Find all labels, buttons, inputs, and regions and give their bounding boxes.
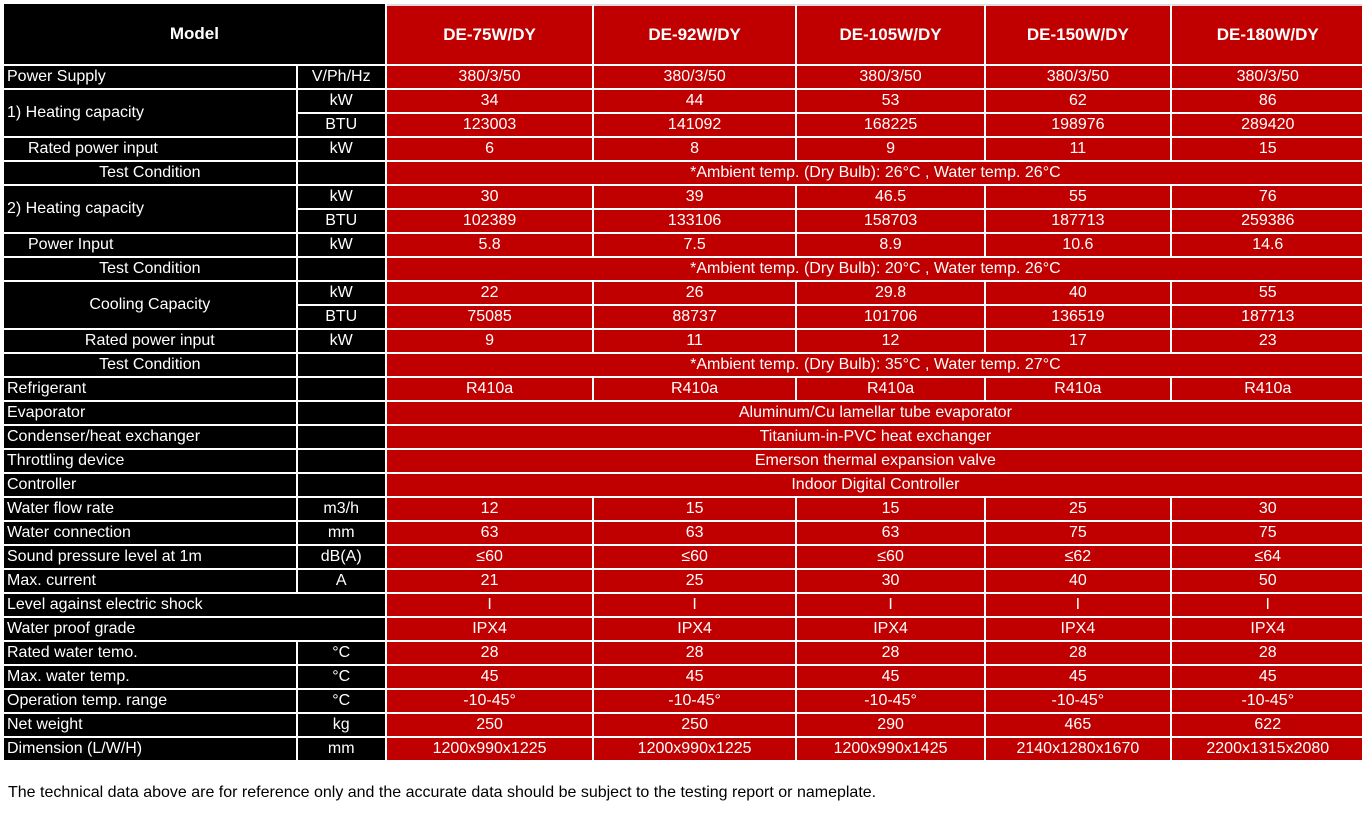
row-label: Rated power input: [4, 330, 298, 354]
header-row: [4, 4, 1362, 66]
row-value: 75: [1172, 522, 1362, 546]
row-unit: kW: [298, 138, 387, 162]
row-label: Cooling Capacity: [4, 282, 298, 330]
row-value: 123003: [387, 114, 595, 138]
row-value: 290: [797, 714, 986, 738]
spec-row: [4, 450, 1362, 474]
row-value: 28: [594, 642, 797, 666]
row-value: 45: [594, 666, 797, 690]
row-value: 53: [797, 90, 986, 114]
row-value: ≤64: [1172, 546, 1362, 570]
row-value: 50: [1172, 570, 1362, 594]
row-value: 63: [594, 522, 797, 546]
row-value: 141092: [594, 114, 797, 138]
row-label: Throttling device: [4, 450, 298, 474]
row-unit: BTU: [298, 306, 387, 330]
row-value: R410a: [1172, 378, 1362, 402]
row-label: Net weight: [4, 714, 298, 738]
row-label: Level against electric shock: [4, 594, 387, 618]
row-value: 168225: [797, 114, 986, 138]
row-value: 28: [387, 642, 595, 666]
row-unit: BTU: [298, 114, 387, 138]
spec-row: [4, 426, 1362, 450]
row-unit: [298, 426, 387, 450]
row-value: IPX4: [986, 618, 1171, 642]
row-value: 622: [1172, 714, 1362, 738]
row-value: 136519: [986, 306, 1171, 330]
row-value: 45: [797, 666, 986, 690]
row-value: 1200x990x1225: [594, 738, 797, 762]
row-label: Water flow rate: [4, 498, 298, 522]
spec-row: [4, 498, 1362, 522]
row-unit: [298, 402, 387, 426]
row-value: 250: [387, 714, 595, 738]
spec-row: [4, 186, 1362, 210]
row-value: -10-45°: [986, 690, 1171, 714]
row-value: I: [387, 594, 595, 618]
spec-row: [4, 234, 1362, 258]
spec-row: [4, 714, 1362, 738]
row-value: ≤62: [986, 546, 1171, 570]
row-unit: kW: [298, 330, 387, 354]
row-value: 133106: [594, 210, 797, 234]
model-name: DE-92W/DY: [594, 4, 797, 66]
row-value: 75085: [387, 306, 595, 330]
row-value: 30: [797, 570, 986, 594]
spec-row: [4, 282, 1362, 306]
row-value: 101706: [797, 306, 986, 330]
row-value: 250: [594, 714, 797, 738]
row-value: 23: [1172, 330, 1362, 354]
row-value: 465: [986, 714, 1171, 738]
row-value: 15: [797, 498, 986, 522]
spec-row: [4, 666, 1362, 690]
row-span-value: *Ambient temp. (Dry Bulb): 26°C , Water temp. 26°C: [387, 162, 1362, 186]
row-value: R410a: [797, 378, 986, 402]
row-label: Dimension (L/W/H): [4, 738, 298, 762]
row-value: IPX4: [594, 618, 797, 642]
row-value: 2200x1315x2080: [1172, 738, 1362, 762]
row-value: 62: [986, 90, 1171, 114]
row-unit: m3/h: [298, 498, 387, 522]
row-value: 22: [387, 282, 595, 306]
model-name: DE-75W/DY: [387, 4, 595, 66]
row-unit: V/Ph/Hz: [298, 66, 387, 90]
row-label: Evaporator: [4, 402, 298, 426]
row-value: 28: [986, 642, 1171, 666]
spec-row: [4, 162, 1362, 186]
row-label: Rated power input: [4, 138, 298, 162]
row-unit: °C: [298, 642, 387, 666]
row-value: 10.6: [986, 234, 1171, 258]
row-value: 380/3/50: [797, 66, 986, 90]
row-value: 40: [986, 570, 1171, 594]
row-value: 380/3/50: [387, 66, 595, 90]
row-value: 44: [594, 90, 797, 114]
row-value: 21: [387, 570, 595, 594]
row-value: 17: [986, 330, 1171, 354]
row-value: R410a: [387, 378, 595, 402]
spec-row: [4, 66, 1362, 90]
row-value: ≤60: [594, 546, 797, 570]
model-name: DE-105W/DY: [797, 4, 986, 66]
row-value: 1200x990x1225: [387, 738, 595, 762]
row-value: 380/3/50: [594, 66, 797, 90]
row-value: I: [797, 594, 986, 618]
row-value: IPX4: [387, 618, 595, 642]
row-value: 6: [387, 138, 595, 162]
row-value: 11: [986, 138, 1171, 162]
row-value: 45: [387, 666, 595, 690]
row-span-value: *Ambient temp. (Dry Bulb): 35°C , Water temp. 27°C: [387, 354, 1362, 378]
row-value: 187713: [1172, 306, 1362, 330]
row-unit: dB(A): [298, 546, 387, 570]
row-value: -10-45°: [797, 690, 986, 714]
row-unit: kW: [298, 234, 387, 258]
row-unit: A: [298, 570, 387, 594]
row-value: -10-45°: [1172, 690, 1362, 714]
row-value: 40: [986, 282, 1171, 306]
row-value: 46.5: [797, 186, 986, 210]
row-label: Max. water temp.: [4, 666, 298, 690]
spec-row: [4, 738, 1362, 762]
row-label: Condenser/heat exchanger: [4, 426, 298, 450]
spec-row: [4, 354, 1362, 378]
row-unit: kW: [298, 90, 387, 114]
row-unit: kg: [298, 714, 387, 738]
row-value: ≤60: [387, 546, 595, 570]
row-value: I: [1172, 594, 1362, 618]
row-value: 8: [594, 138, 797, 162]
row-value: 45: [986, 666, 1171, 690]
row-unit: °C: [298, 666, 387, 690]
row-value: 9: [797, 138, 986, 162]
row-value: 14.6: [1172, 234, 1362, 258]
row-unit: °C: [298, 690, 387, 714]
spec-row: [4, 546, 1362, 570]
row-value: 7.5: [594, 234, 797, 258]
row-value: 88737: [594, 306, 797, 330]
model-header: Model: [4, 4, 387, 66]
row-unit: kW: [298, 186, 387, 210]
row-unit: mm: [298, 522, 387, 546]
row-label: Water connection: [4, 522, 298, 546]
row-value: 25: [986, 498, 1171, 522]
row-value: 15: [1172, 138, 1362, 162]
row-value: 380/3/50: [1172, 66, 1362, 90]
row-value: 15: [594, 498, 797, 522]
row-value: 86: [1172, 90, 1362, 114]
model-name: DE-150W/DY: [986, 4, 1171, 66]
row-unit: BTU: [298, 210, 387, 234]
row-value: 55: [1172, 282, 1362, 306]
row-span-value: Titanium-in-PVC heat exchanger: [387, 426, 1362, 450]
spec-row: [4, 330, 1362, 354]
row-span-value: Emerson thermal expansion valve: [387, 450, 1362, 474]
row-value: 1200x990x1425: [797, 738, 986, 762]
row-label: Power Supply: [4, 66, 298, 90]
row-value: 5.8: [387, 234, 595, 258]
row-unit: [298, 354, 387, 378]
row-value: R410a: [594, 378, 797, 402]
spec-row: [4, 138, 1362, 162]
row-value: 28: [1172, 642, 1362, 666]
row-value: -10-45°: [387, 690, 595, 714]
spec-table: [4, 4, 1362, 762]
row-value: 9: [387, 330, 595, 354]
row-value: 12: [797, 330, 986, 354]
row-value: 63: [797, 522, 986, 546]
row-span-value: Indoor Digital Controller: [387, 474, 1362, 498]
spec-row: [4, 474, 1362, 498]
row-value: IPX4: [1172, 618, 1362, 642]
spec-row: [4, 642, 1362, 666]
row-value: 29.8: [797, 282, 986, 306]
row-unit: mm: [298, 738, 387, 762]
row-value: 259386: [1172, 210, 1362, 234]
row-value: 45: [1172, 666, 1362, 690]
spec-row: [4, 402, 1362, 426]
row-value: 39: [594, 186, 797, 210]
row-value: I: [986, 594, 1171, 618]
row-value: -10-45°: [594, 690, 797, 714]
row-value: 25: [594, 570, 797, 594]
row-label: Sound pressure level at 1m: [4, 546, 298, 570]
row-value: I: [594, 594, 797, 618]
row-span-value: *Ambient temp. (Dry Bulb): 20°C , Water temp. 26°C: [387, 258, 1362, 282]
row-span-value: Aluminum/Cu lamellar tube evaporator: [387, 402, 1362, 426]
row-value: 289420: [1172, 114, 1362, 138]
spec-row: [4, 522, 1362, 546]
row-label: Operation temp. range: [4, 690, 298, 714]
row-value: 198976: [986, 114, 1171, 138]
spec-row: [4, 90, 1362, 114]
row-label: Max. current: [4, 570, 298, 594]
row-label: Water proof grade: [4, 618, 387, 642]
row-unit: kW: [298, 282, 387, 306]
spec-row: [4, 618, 1362, 642]
row-value: 55: [986, 186, 1171, 210]
row-label: Test Condition: [4, 354, 298, 378]
model-name: DE-180W/DY: [1172, 4, 1362, 66]
row-value: 75: [986, 522, 1171, 546]
spec-row: [4, 570, 1362, 594]
row-label: Power Input: [4, 234, 298, 258]
row-value: 30: [1172, 498, 1362, 522]
row-label: Test Condition: [4, 258, 298, 282]
row-value: 8.9: [797, 234, 986, 258]
row-value: 2140x1280x1670: [986, 738, 1171, 762]
row-value: 12: [387, 498, 595, 522]
spec-row: [4, 378, 1362, 402]
row-value: IPX4: [797, 618, 986, 642]
row-unit: [298, 474, 387, 498]
row-label: 2) Heating capacity: [4, 186, 298, 234]
row-label: Rated water temo.: [4, 642, 298, 666]
row-value: 34: [387, 90, 595, 114]
row-value: 26: [594, 282, 797, 306]
row-value: ≤60: [797, 546, 986, 570]
row-value: 63: [387, 522, 595, 546]
row-value: 380/3/50: [986, 66, 1171, 90]
row-value: 76: [1172, 186, 1362, 210]
row-unit: [298, 378, 387, 402]
row-value: 187713: [986, 210, 1171, 234]
row-value: 28: [797, 642, 986, 666]
row-label: Controller: [4, 474, 298, 498]
row-label: 1) Heating capacity: [4, 90, 298, 138]
row-label: Refrigerant: [4, 378, 298, 402]
row-unit: [298, 162, 387, 186]
footnote: The technical data above are for reference only and the accurate data should be subject to the testing report or nameplate.: [8, 784, 877, 801]
spec-row: [4, 690, 1362, 714]
spec-row: [4, 258, 1362, 282]
row-label: Test Condition: [4, 162, 298, 186]
row-value: 158703: [797, 210, 986, 234]
spec-row: [4, 594, 1362, 618]
row-unit: [298, 258, 387, 282]
row-value: R410a: [986, 378, 1171, 402]
row-value: 11: [594, 330, 797, 354]
row-value: 102389: [387, 210, 595, 234]
row-value: 30: [387, 186, 595, 210]
row-unit: [298, 450, 387, 474]
